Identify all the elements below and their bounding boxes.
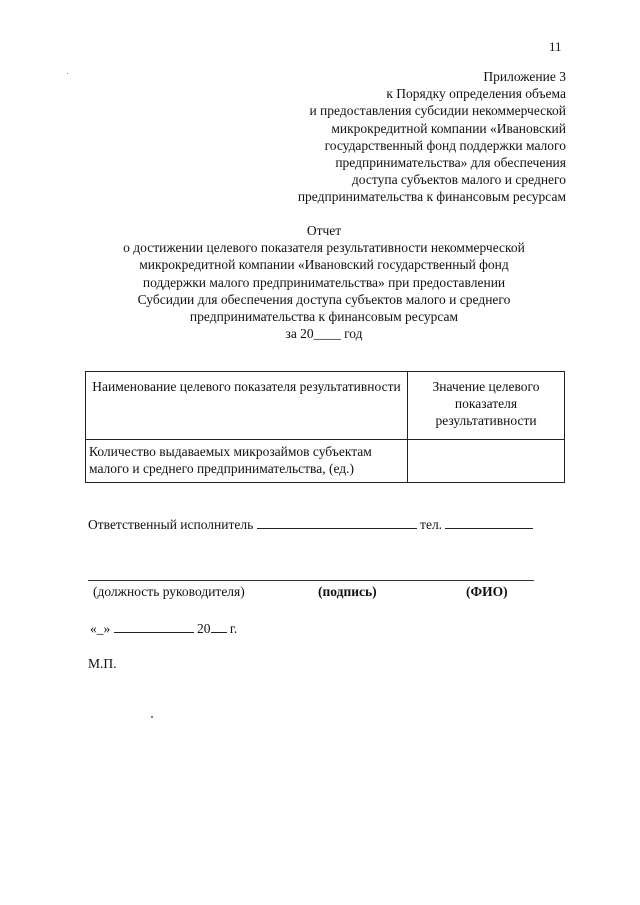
stamp-label: М.П. bbox=[88, 656, 117, 671]
date-row bbox=[90, 620, 237, 637]
signature-caption: (подпись) bbox=[318, 584, 377, 599]
date-close-quote: » bbox=[103, 621, 111, 636]
cell-indicator-value[interactable] bbox=[408, 440, 565, 483]
report-title-line: микрокредитной компании «Ивановский государственный фонд bbox=[139, 257, 509, 273]
appendix-line: предпринимательства к финансовым ресурсам bbox=[297, 189, 566, 205]
report-year-line bbox=[80, 325, 568, 342]
appendix-line: Приложение 3 bbox=[483, 69, 566, 84]
scan-speck bbox=[67, 73, 68, 74]
report-title-line: о достижении целевого показателя результативности некоммерческой bbox=[123, 240, 525, 256]
date-month-field[interactable] bbox=[114, 620, 194, 633]
header-indicator-value: Значение целевого показателя результативности bbox=[408, 372, 565, 440]
name-caption: (ФИО) bbox=[466, 584, 508, 599]
responsible-row bbox=[88, 516, 533, 533]
page-number: 11 bbox=[549, 39, 562, 54]
date-year-suffix: г. bbox=[226, 621, 238, 636]
header-indicator-name: Наименование целевого показателя результативности bbox=[86, 372, 408, 440]
appendix-header bbox=[236, 68, 566, 206]
date-year-prefix: 20 bbox=[197, 621, 211, 636]
responsible-label: Ответственный исполнитель bbox=[88, 517, 254, 532]
appendix-line: микрокредитной компании «Ивановский bbox=[331, 120, 566, 136]
position-caption: (должность руководителя) bbox=[93, 584, 245, 599]
scan-speck bbox=[151, 716, 153, 718]
table-row bbox=[86, 440, 565, 483]
report-title-line: поддержки малого предпринимательства» при предоставлении bbox=[142, 274, 506, 290]
appendix-line: к Порядку определения объема bbox=[386, 86, 566, 102]
date-day-blank[interactable]: _ bbox=[96, 621, 104, 636]
phone-field[interactable] bbox=[445, 516, 533, 529]
date-open-quote: « bbox=[90, 621, 97, 636]
report-title-line: предпринимательства к финансовым ресурсам bbox=[189, 309, 459, 325]
responsible-name-field[interactable] bbox=[257, 516, 417, 529]
appendix-line: государственный фонд поддержки малого bbox=[324, 137, 566, 153]
appendix-line: доступа субъектов малого и среднего bbox=[351, 172, 566, 188]
cell-indicator-name: Количество выдаваемых микрозаймов субъектам малого и среднего предпринимательства, (ед.) bbox=[86, 440, 408, 483]
indicator-table bbox=[85, 371, 565, 483]
signature-line[interactable] bbox=[88, 580, 534, 581]
report-year-prefix: за 20 bbox=[285, 326, 314, 342]
report-title-block bbox=[80, 222, 568, 342]
date-year-field[interactable] bbox=[211, 620, 227, 633]
report-year-suffix: год bbox=[340, 326, 363, 342]
report-title: Отчет bbox=[306, 223, 342, 238]
table-header-row bbox=[86, 372, 565, 440]
appendix-line: и предоставления субсидии некоммерческой bbox=[309, 103, 566, 119]
appendix-line: предпринимательства» для обеспечения bbox=[335, 155, 566, 171]
report-title-line: Субсидии для обеспечения доступа субъектов малого и среднего bbox=[137, 291, 511, 307]
phone-label: тел. bbox=[420, 517, 443, 532]
report-year-blank[interactable]: ____ bbox=[313, 326, 341, 342]
